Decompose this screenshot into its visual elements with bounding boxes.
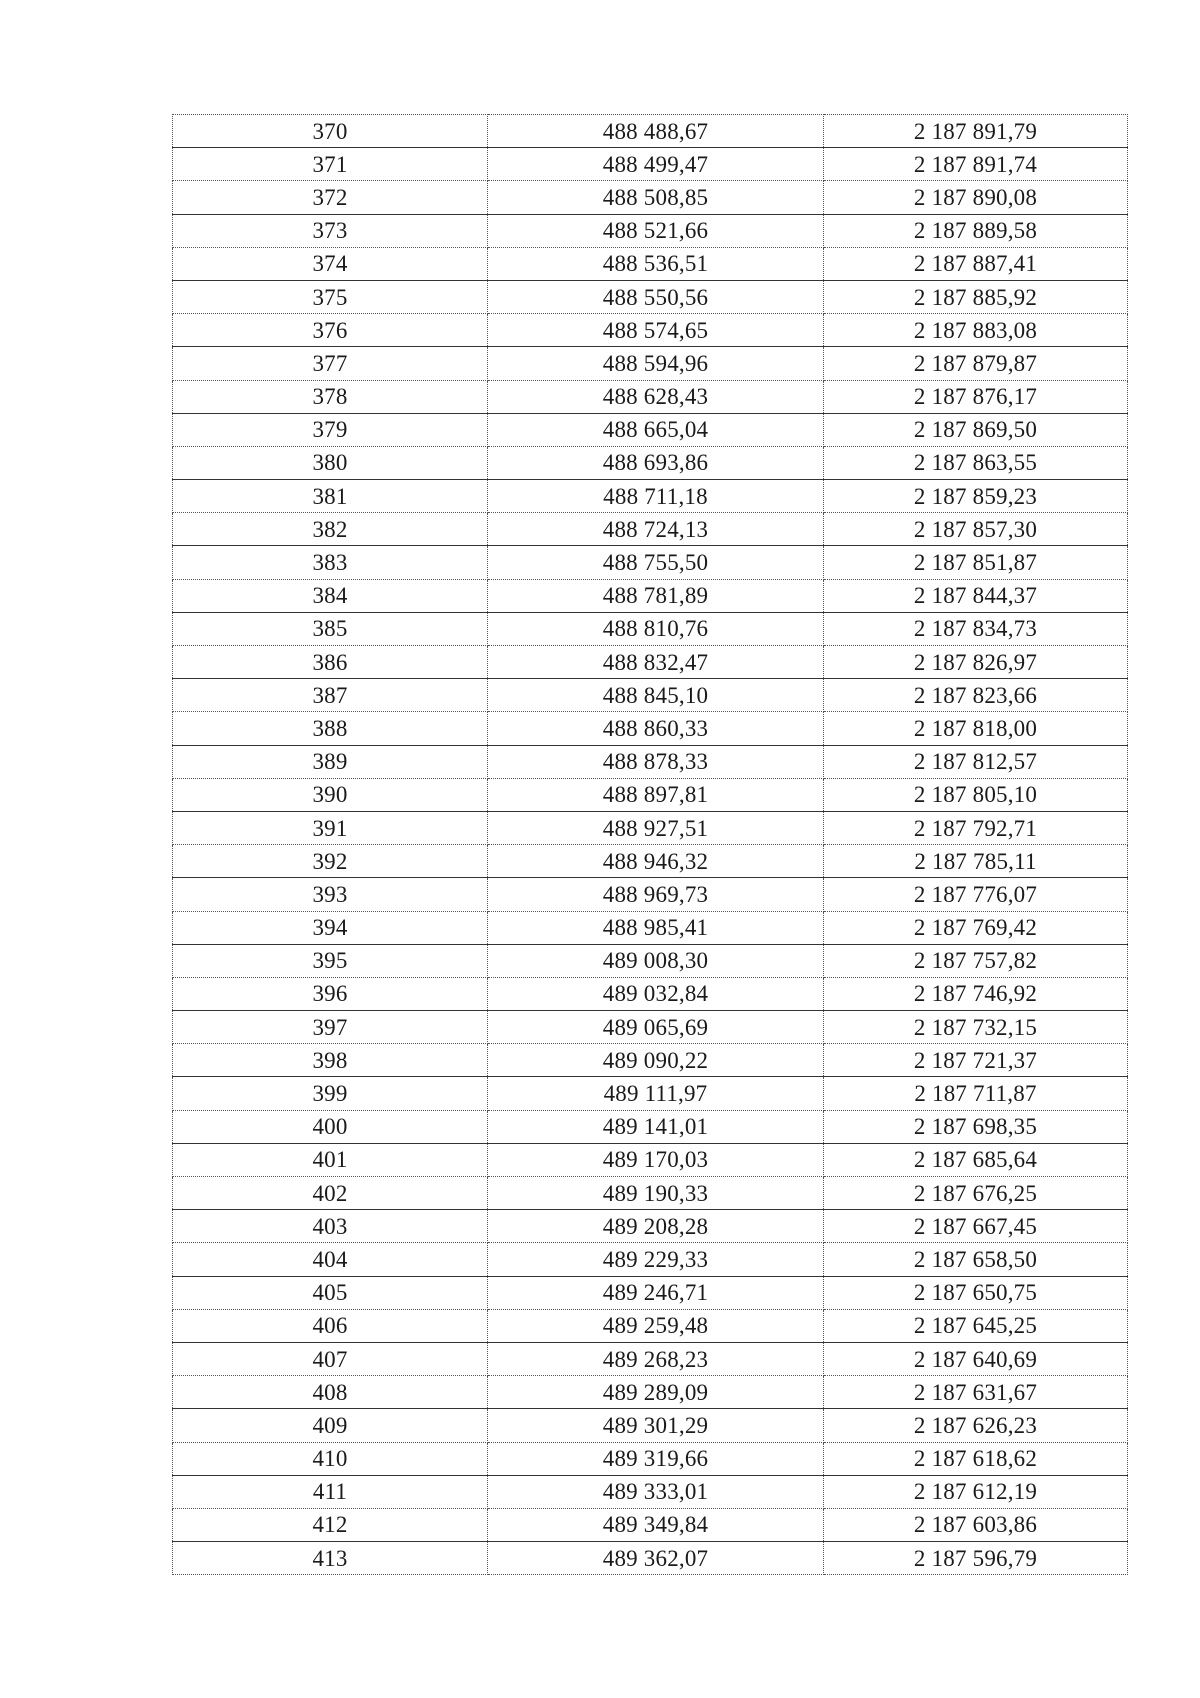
x-coordinate-cell: 489 289,09 [488, 1376, 824, 1409]
y-coordinate-cell: 2 187 658,50 [824, 1243, 1128, 1276]
point-number-cell: 402 [173, 1177, 488, 1210]
x-coordinate-cell: 488 860,33 [488, 712, 824, 745]
y-coordinate-cell: 2 187 645,25 [824, 1309, 1128, 1342]
table-row [173, 811, 1128, 844]
point-number-cell: 397 [173, 1011, 488, 1044]
x-coordinate-cell: 488 536,51 [488, 247, 824, 280]
y-coordinate-cell: 2 187 640,69 [824, 1342, 1128, 1375]
table-row [173, 1542, 1128, 1575]
point-number-cell: 390 [173, 778, 488, 811]
point-number-cell: 396 [173, 977, 488, 1010]
coordinates-table [172, 114, 1128, 1575]
table-row [173, 314, 1128, 347]
x-coordinate-cell: 489 008,30 [488, 944, 824, 977]
x-coordinate-cell: 488 845,10 [488, 679, 824, 712]
x-coordinate-cell: 489 032,84 [488, 977, 824, 1010]
table-row [173, 1110, 1128, 1143]
table-row [173, 579, 1128, 612]
y-coordinate-cell: 2 187 885,92 [824, 280, 1128, 313]
table-row [173, 446, 1128, 479]
point-number-cell: 384 [173, 579, 488, 612]
point-number-cell: 375 [173, 280, 488, 313]
table-row [173, 247, 1128, 280]
x-coordinate-cell: 489 246,71 [488, 1276, 824, 1309]
table-row [173, 214, 1128, 247]
table-row [173, 612, 1128, 645]
point-number-cell: 391 [173, 811, 488, 844]
table-row [173, 546, 1128, 579]
table-row [173, 1409, 1128, 1442]
y-coordinate-cell: 2 187 891,79 [824, 115, 1128, 148]
point-number-cell: 371 [173, 148, 488, 181]
y-coordinate-cell: 2 187 812,57 [824, 745, 1128, 778]
point-number-cell: 399 [173, 1077, 488, 1110]
y-coordinate-cell: 2 187 711,87 [824, 1077, 1128, 1110]
coordinates-table-body [173, 115, 1128, 1575]
x-coordinate-cell: 489 170,03 [488, 1143, 824, 1176]
x-coordinate-cell: 488 897,81 [488, 778, 824, 811]
x-coordinate-cell: 489 229,33 [488, 1243, 824, 1276]
point-number-cell: 374 [173, 247, 488, 280]
table-row [173, 115, 1128, 148]
point-number-cell: 398 [173, 1044, 488, 1077]
y-coordinate-cell: 2 187 887,41 [824, 247, 1128, 280]
point-number-cell: 381 [173, 480, 488, 513]
point-number-cell: 405 [173, 1276, 488, 1309]
x-coordinate-cell: 488 927,51 [488, 811, 824, 844]
table-row [173, 1044, 1128, 1077]
x-coordinate-cell: 489 090,22 [488, 1044, 824, 1077]
table-row [173, 513, 1128, 546]
x-coordinate-cell: 488 521,66 [488, 214, 824, 247]
table-row [173, 280, 1128, 313]
table-row [173, 977, 1128, 1010]
point-number-cell: 372 [173, 181, 488, 214]
y-coordinate-cell: 2 187 603,86 [824, 1508, 1128, 1541]
table-row [173, 845, 1128, 878]
y-coordinate-cell: 2 187 721,37 [824, 1044, 1128, 1077]
point-number-cell: 400 [173, 1110, 488, 1143]
point-number-cell: 401 [173, 1143, 488, 1176]
y-coordinate-cell: 2 187 732,15 [824, 1011, 1128, 1044]
table-row [173, 745, 1128, 778]
x-coordinate-cell: 488 574,65 [488, 314, 824, 347]
table-row [173, 380, 1128, 413]
point-number-cell: 395 [173, 944, 488, 977]
x-coordinate-cell: 489 190,33 [488, 1177, 824, 1210]
y-coordinate-cell: 2 187 889,58 [824, 214, 1128, 247]
y-coordinate-cell: 2 187 844,37 [824, 579, 1128, 612]
y-coordinate-cell: 2 187 650,75 [824, 1276, 1128, 1309]
x-coordinate-cell: 489 141,01 [488, 1110, 824, 1143]
point-number-cell: 394 [173, 911, 488, 944]
point-number-cell: 377 [173, 347, 488, 380]
y-coordinate-cell: 2 187 805,10 [824, 778, 1128, 811]
y-coordinate-cell: 2 187 834,73 [824, 612, 1128, 645]
x-coordinate-cell: 488 878,33 [488, 745, 824, 778]
point-number-cell: 380 [173, 446, 488, 479]
x-coordinate-cell: 488 832,47 [488, 646, 824, 679]
x-coordinate-cell: 488 508,85 [488, 181, 824, 214]
table-row [173, 1475, 1128, 1508]
y-coordinate-cell: 2 187 818,00 [824, 712, 1128, 745]
table-row [173, 1077, 1128, 1110]
x-coordinate-cell: 489 268,23 [488, 1342, 824, 1375]
y-coordinate-cell: 2 187 890,08 [824, 181, 1128, 214]
point-number-cell: 383 [173, 546, 488, 579]
y-coordinate-cell: 2 187 883,08 [824, 314, 1128, 347]
y-coordinate-cell: 2 187 698,35 [824, 1110, 1128, 1143]
y-coordinate-cell: 2 187 685,64 [824, 1143, 1128, 1176]
table-row [173, 1243, 1128, 1276]
table-row [173, 1276, 1128, 1309]
table-row [173, 1143, 1128, 1176]
table-row [173, 1011, 1128, 1044]
x-coordinate-cell: 488 693,86 [488, 446, 824, 479]
table-row [173, 1342, 1128, 1375]
point-number-cell: 373 [173, 214, 488, 247]
x-coordinate-cell: 489 111,97 [488, 1077, 824, 1110]
x-coordinate-cell: 488 969,73 [488, 878, 824, 911]
y-coordinate-cell: 2 187 859,23 [824, 480, 1128, 513]
point-number-cell: 410 [173, 1442, 488, 1475]
point-number-cell: 393 [173, 878, 488, 911]
y-coordinate-cell: 2 187 769,42 [824, 911, 1128, 944]
point-number-cell: 376 [173, 314, 488, 347]
table-row [173, 347, 1128, 380]
table-row [173, 181, 1128, 214]
table-row [173, 148, 1128, 181]
point-number-cell: 370 [173, 115, 488, 148]
table-row [173, 1376, 1128, 1409]
x-coordinate-cell: 489 208,28 [488, 1210, 824, 1243]
point-number-cell: 404 [173, 1243, 488, 1276]
point-number-cell: 388 [173, 712, 488, 745]
y-coordinate-cell: 2 187 757,82 [824, 944, 1128, 977]
y-coordinate-cell: 2 187 869,50 [824, 413, 1128, 446]
table-row [173, 1508, 1128, 1541]
point-number-cell: 407 [173, 1342, 488, 1375]
table-row [173, 413, 1128, 446]
y-coordinate-cell: 2 187 618,62 [824, 1442, 1128, 1475]
y-coordinate-cell: 2 187 596,79 [824, 1542, 1128, 1575]
table-row [173, 1210, 1128, 1243]
x-coordinate-cell: 488 724,13 [488, 513, 824, 546]
y-coordinate-cell: 2 187 667,45 [824, 1210, 1128, 1243]
x-coordinate-cell: 489 362,07 [488, 1542, 824, 1575]
x-coordinate-cell: 489 259,48 [488, 1309, 824, 1342]
y-coordinate-cell: 2 187 826,97 [824, 646, 1128, 679]
y-coordinate-cell: 2 187 776,07 [824, 878, 1128, 911]
point-number-cell: 413 [173, 1542, 488, 1575]
point-number-cell: 385 [173, 612, 488, 645]
table-row [173, 1309, 1128, 1342]
point-number-cell: 379 [173, 413, 488, 446]
x-coordinate-cell: 488 665,04 [488, 413, 824, 446]
table-row [173, 878, 1128, 911]
x-coordinate-cell: 488 711,18 [488, 480, 824, 513]
y-coordinate-cell: 2 187 876,17 [824, 380, 1128, 413]
table-row [173, 712, 1128, 745]
point-number-cell: 403 [173, 1210, 488, 1243]
y-coordinate-cell: 2 187 891,74 [824, 148, 1128, 181]
x-coordinate-cell: 488 628,43 [488, 380, 824, 413]
x-coordinate-cell: 488 550,56 [488, 280, 824, 313]
x-coordinate-cell: 488 810,76 [488, 612, 824, 645]
y-coordinate-cell: 2 187 851,87 [824, 546, 1128, 579]
table-row [173, 911, 1128, 944]
point-number-cell: 392 [173, 845, 488, 878]
x-coordinate-cell: 489 333,01 [488, 1475, 824, 1508]
x-coordinate-cell: 489 301,29 [488, 1409, 824, 1442]
point-number-cell: 408 [173, 1376, 488, 1409]
x-coordinate-cell: 488 755,50 [488, 546, 824, 579]
x-coordinate-cell: 489 065,69 [488, 1011, 824, 1044]
point-number-cell: 382 [173, 513, 488, 546]
x-coordinate-cell: 488 946,32 [488, 845, 824, 878]
y-coordinate-cell: 2 187 612,19 [824, 1475, 1128, 1508]
y-coordinate-cell: 2 187 626,23 [824, 1409, 1128, 1442]
y-coordinate-cell: 2 187 631,67 [824, 1376, 1128, 1409]
point-number-cell: 412 [173, 1508, 488, 1541]
point-number-cell: 386 [173, 646, 488, 679]
y-coordinate-cell: 2 187 792,71 [824, 811, 1128, 844]
table-row [173, 679, 1128, 712]
table-row [173, 944, 1128, 977]
y-coordinate-cell: 2 187 879,87 [824, 347, 1128, 380]
point-number-cell: 409 [173, 1409, 488, 1442]
y-coordinate-cell: 2 187 823,66 [824, 679, 1128, 712]
point-number-cell: 387 [173, 679, 488, 712]
point-number-cell: 406 [173, 1309, 488, 1342]
table-row [173, 480, 1128, 513]
point-number-cell: 378 [173, 380, 488, 413]
x-coordinate-cell: 488 499,47 [488, 148, 824, 181]
x-coordinate-cell: 488 488,67 [488, 115, 824, 148]
point-number-cell: 389 [173, 745, 488, 778]
x-coordinate-cell: 489 349,84 [488, 1508, 824, 1541]
table-row [173, 778, 1128, 811]
y-coordinate-cell: 2 187 746,92 [824, 977, 1128, 1010]
x-coordinate-cell: 489 319,66 [488, 1442, 824, 1475]
x-coordinate-cell: 488 985,41 [488, 911, 824, 944]
table-row [173, 646, 1128, 679]
y-coordinate-cell: 2 187 785,11 [824, 845, 1128, 878]
table-row [173, 1442, 1128, 1475]
y-coordinate-cell: 2 187 863,55 [824, 446, 1128, 479]
table-row [173, 1177, 1128, 1210]
x-coordinate-cell: 488 594,96 [488, 347, 824, 380]
point-number-cell: 411 [173, 1475, 488, 1508]
x-coordinate-cell: 488 781,89 [488, 579, 824, 612]
y-coordinate-cell: 2 187 676,25 [824, 1177, 1128, 1210]
y-coordinate-cell: 2 187 857,30 [824, 513, 1128, 546]
